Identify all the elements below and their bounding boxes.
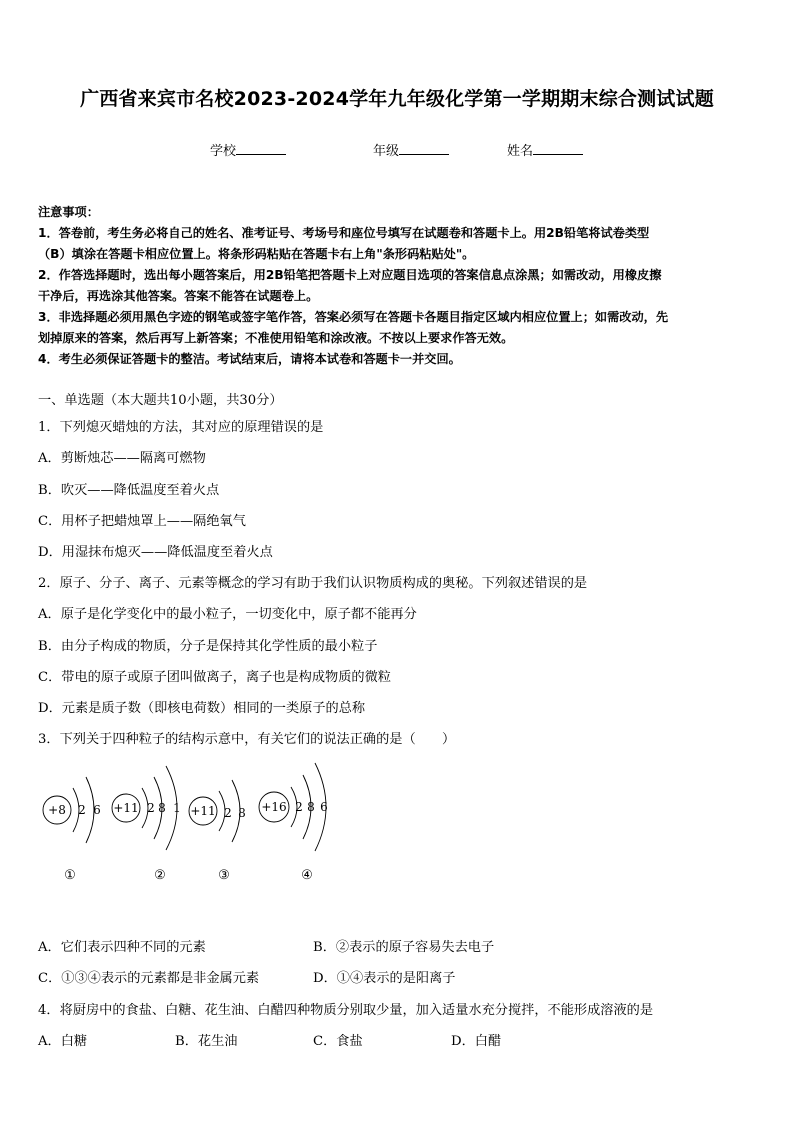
diagram-label: ① — [64, 868, 76, 883]
q1-option-b[interactable]: B．吹灭——降低温度至着火点 — [38, 483, 220, 498]
notice-line: 2．作答选择题时，选出每小题答案后，用2B铅笔把答题卡上对应题目选项的答案信息点涂黑；如需改动，用橡皮擦 — [38, 268, 662, 282]
electron-count: 8 — [238, 806, 246, 820]
notice-line: 4．考生必须保证答题卡的整洁。考试结束后，请将本试卷和答题卡一并交回。 — [38, 352, 461, 366]
q2-option-d[interactable]: D．元素是质子数（即核电荷数）相同的一类原子的总称 — [38, 701, 366, 716]
atom-diagram-1 — [43, 777, 101, 883]
q4-stem: 4．将厨房中的食盐、白糖、花生油、白醋四种物质分别取少量，加入适量水充分搅拌，不能形成溶液的是 — [38, 1003, 654, 1018]
electron-count: 6 — [320, 800, 328, 814]
atomic-structure-diagrams — [0, 755, 794, 895]
q3-option-d[interactable]: D．①④表示的是阳离子 — [313, 971, 456, 986]
electron-count: 8 — [158, 801, 166, 815]
nucleus-charge: +11 — [113, 801, 139, 815]
name-blank[interactable] — [533, 142, 583, 155]
q2-option-b[interactable]: B．由分子构成的物质，分子是保持其化学性质的最小粒子 — [38, 639, 378, 654]
notice-line: （B）填涂在答题卡相应位置上。将条形码粘贴在答题卡右上角"条形码粘贴处"。 — [38, 247, 475, 261]
name-label: 姓名 — [507, 144, 534, 159]
q2-stem: 2．原子、分子、离子、元素等概念的学习有助于我们认识物质构成的奥秘。下列叙述错误的是 — [38, 576, 588, 591]
q3-option-c[interactable]: C．①③④表示的元素都是非金属元素 — [38, 971, 260, 986]
atom-diagram-3 — [189, 780, 246, 883]
school-label: 学校 — [210, 144, 237, 159]
electron-count: 2 — [78, 803, 86, 817]
q1-option-d[interactable]: D．用湿抹布熄灭——降低温度至着火点 — [38, 545, 273, 560]
electron-count: 8 — [307, 800, 315, 814]
name-field — [507, 140, 583, 159]
q3-stem: 3．下列关于四种粒子的结构示意中，有关它们的说法正确的是（ ） — [38, 732, 456, 747]
q3-option-a[interactable]: A．它们表示四种不同的元素 — [38, 940, 206, 955]
grade-field — [373, 140, 449, 159]
electron-count: 1 — [173, 801, 181, 815]
q2-option-c[interactable]: C．带电的原子或原子团叫做离子，离子也是构成物质的微粒 — [38, 670, 391, 685]
diagram-label: ④ — [301, 868, 313, 883]
nucleus-charge: +8 — [48, 803, 66, 817]
q4-option-d[interactable]: D．白醋 — [451, 1034, 502, 1049]
electron-count: 2 — [147, 801, 155, 815]
diagram-label: ② — [154, 868, 166, 883]
q4-option-b[interactable]: B．花生油 — [175, 1034, 238, 1049]
diagram-label: ③ — [218, 868, 230, 883]
q4-option-c[interactable]: C．食盐 — [313, 1034, 363, 1049]
school-blank[interactable] — [236, 142, 286, 155]
nucleus-charge: +16 — [261, 800, 287, 814]
electron-count: 6 — [93, 803, 101, 817]
atom-diagram-2 — [112, 766, 181, 883]
grade-blank[interactable] — [399, 142, 449, 155]
notice-heading: 注意事项： — [38, 205, 99, 219]
q4-option-a[interactable]: A．白糖 — [38, 1034, 88, 1049]
q1-option-c[interactable]: C．用杯子把蜡烛罩上——隔绝氧气 — [38, 514, 246, 529]
notice-line: 划掉原来的答案，然后再写上新答案；不准使用铅笔和涂改液。不按以上要求作答无效。 — [38, 331, 514, 345]
q3-option-b[interactable]: B．②表示的原子容易失去电子 — [313, 940, 495, 955]
exam-title: 广西省来宾市名校2023-2024学年九年级化学第一学期期末综合测试试题 — [80, 88, 714, 110]
notice-line: 1．答卷前，考生务必将自己的姓名、准考证号、考场号和座位号填写在试题卷和答题卡上。用2B铅笔将试卷类型 — [38, 226, 650, 240]
nucleus-charge: +11 — [190, 804, 216, 818]
q2-option-a[interactable]: A．原子是化学变化中的最小粒子，一切变化中，原子都不能再分 — [38, 607, 417, 622]
school-field — [210, 140, 286, 159]
notice-line: 3．非选择题必须用黑色字迹的钢笔或签字笔作答，答案必须写在答题卡各题目指定区域内相应位置上；如需改动，先 — [38, 310, 669, 324]
atom-diagram-4 — [259, 763, 328, 883]
notice-line: 干净后，再选涂其他答案。答案不能答在试题卷上。 — [38, 289, 319, 303]
q1-stem: 1．下列熄灭蜡烛的方法，其对应的原理错误的是 — [38, 420, 324, 435]
electron-count: 2 — [295, 800, 303, 814]
electron-count: 2 — [224, 806, 232, 820]
section-heading: 一、单选题（本大题共10小题，共30分） — [38, 393, 283, 408]
q1-option-a[interactable]: A．剪断烛芯——隔离可燃物 — [38, 451, 206, 466]
grade-label: 年级 — [373, 144, 400, 159]
